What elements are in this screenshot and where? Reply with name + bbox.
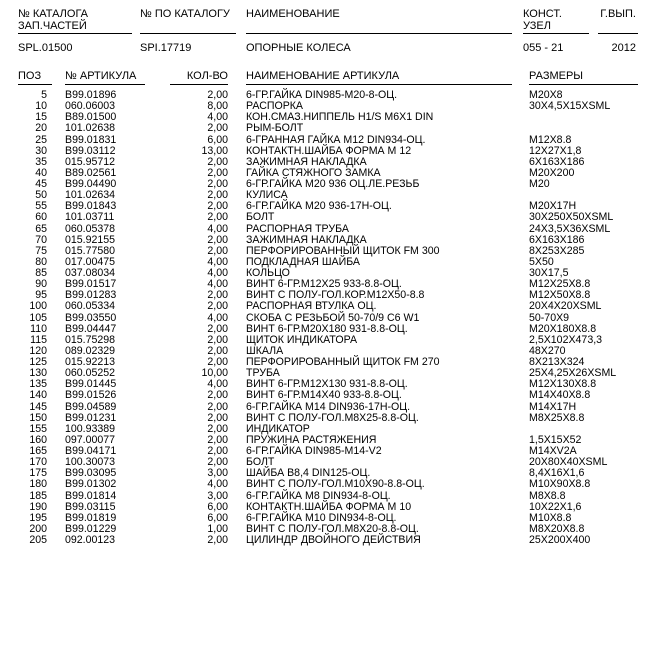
row-article-name: ВИНТ С ПОЛУ-ГОЛ.КОР.M12X50-8.8 (246, 289, 425, 302)
row-size: 30X4,5X15XSML (529, 100, 611, 113)
row-article-number: 015.92213 (65, 356, 116, 368)
row-size: M20 (529, 178, 550, 190)
row-quantity: 3,00 (207, 489, 228, 502)
row-quantity: 4,00 (207, 255, 228, 268)
row-position: 95 (35, 289, 47, 302)
assembly-name-value: ОПОРНЫЕ КОЛЕСА (246, 42, 351, 54)
row-quantity: 4,00 (207, 378, 228, 391)
row-article-name: РЫМ-БОЛТ (246, 122, 304, 135)
table-row (0, 402, 652, 413)
divider (523, 33, 589, 34)
row-article-name: ШАЙБА B8,4 DIN125-ОЦ. (246, 467, 371, 480)
row-position: 125 (29, 356, 47, 368)
row-size: 8X253X285 (529, 244, 585, 257)
row-article-name: РАСПОРНАЯ ВТУЛКА ОЦ. (246, 300, 377, 313)
row-article-name: ВИНТ 6-ГР.M20X180 931-8.8-ОЦ. (246, 322, 408, 335)
row-size: M12X8.8 (529, 133, 572, 146)
row-article-name: РАСПОРКА (246, 100, 303, 113)
row-size: M20X8 (529, 89, 563, 101)
row-article-number: 097.00077 (65, 433, 116, 446)
catalog-ref-value: SPI.17719 (140, 42, 192, 54)
row-article-name: 6-ГР.ГАЙКА M10 DIN934-8-ОЦ. (246, 511, 397, 524)
row-article-name: ВИНТ 6-ГР.M12X130 931-8.8-ОЦ. (246, 378, 408, 391)
row-position: 60 (35, 211, 47, 224)
row-quantity: 6,00 (207, 511, 228, 524)
row-quantity: 2,00 (207, 189, 228, 202)
table-row (0, 491, 652, 502)
row-article-name: ЗАЖИМНАЯ НАКЛАДКА (246, 155, 367, 168)
divider (529, 84, 638, 85)
col-header-pos: ПОЗ (18, 70, 42, 82)
row-quantity: 1,00 (207, 522, 228, 535)
row-position: 105 (29, 311, 47, 324)
row-position: 10 (35, 100, 47, 113)
row-quantity: 4,00 (207, 111, 228, 124)
row-position: 75 (35, 244, 47, 257)
row-position: 190 (29, 500, 47, 513)
row-quantity: 2,00 (207, 411, 228, 424)
row-position: 155 (29, 422, 47, 435)
row-size: M8X20X8.8 (529, 522, 585, 535)
row-article-name: ВИНТ С ПОЛУ-ГОЛ.M10X90-8.8-ОЦ. (246, 478, 425, 491)
row-article-number: B99.01283 (65, 289, 117, 302)
year-value: 2012 (611, 42, 636, 54)
row-size: 50-70X9 (529, 311, 570, 324)
row-position: 45 (35, 178, 47, 190)
divider (170, 84, 228, 85)
row-article-name: ЦИЛИНДР ДВОЙНОГО ДЕЙСТВИЯ (246, 534, 421, 546)
row-size: M10X90X8.8 (529, 478, 591, 491)
divider (246, 84, 512, 85)
row-size: M14X17H (529, 400, 577, 413)
row-article-name: 6-ГР.ГАЙКА M20 936-17H-ОЦ. (246, 200, 392, 213)
row-article-number: 015.75298 (65, 333, 116, 346)
row-article-number: 101.02634 (65, 189, 116, 202)
row-article-name: ВИНТ 6-ГР.M14X40 933-8.8-ОЦ. (246, 389, 402, 402)
divider (246, 33, 512, 34)
row-article-number: 100.30073 (65, 456, 116, 469)
row-size: M20X17H (529, 200, 577, 213)
table-row (0, 390, 652, 401)
divider (65, 84, 145, 85)
row-position: 40 (35, 166, 47, 179)
row-quantity: 2,00 (207, 344, 228, 357)
table-row (0, 313, 652, 324)
row-quantity: 10,00 (201, 367, 228, 380)
row-size: M12X130X8.8 (529, 378, 597, 391)
row-quantity: 4,00 (207, 222, 228, 235)
row-position: 205 (29, 534, 47, 546)
row-size: 6X163X186 (529, 155, 585, 168)
row-position: 135 (29, 378, 47, 391)
row-position: 160 (29, 433, 47, 446)
row-quantity: 13,00 (201, 144, 228, 157)
divider (18, 33, 132, 34)
row-position: 80 (35, 255, 47, 268)
row-article-number: B89.02561 (65, 166, 117, 179)
row-article-name: СКОБА С РЕЗЬБОЙ 50-70/9 С6 W1 (246, 311, 420, 324)
row-article-name: ПОДКЛАДНАЯ ШАЙБА (246, 255, 360, 268)
row-article-name: ПРУЖИНА РАСТЯЖЕНИЯ (246, 433, 377, 446)
row-size: M10X8.8 (529, 511, 572, 524)
row-quantity: 2,00 (207, 233, 228, 246)
table-row (0, 535, 652, 546)
row-quantity: 2,00 (207, 433, 228, 446)
row-position: 170 (29, 456, 47, 469)
name-label: НАИМЕНОВАНИЕ (246, 8, 340, 20)
row-position: 175 (29, 467, 47, 480)
row-position: 70 (35, 233, 47, 246)
row-quantity: 6,00 (207, 133, 228, 146)
row-position: 180 (29, 478, 47, 491)
row-quantity: 2,00 (207, 400, 228, 413)
row-article-name: ВИНТ 6-ГР.M12X25 933-8.8-ОЦ. (246, 278, 402, 291)
row-quantity: 2,00 (207, 178, 228, 190)
row-quantity: 2,00 (207, 456, 228, 469)
row-article-name: КОН.СМАЗ.НИППЕЛЬ H1/S M6X1 DIN (246, 111, 434, 124)
row-article-name: КОНТАКТН.ШАЙБА ФОРМА M 10 (246, 500, 412, 513)
row-position: 165 (29, 445, 47, 457)
row-position: 145 (29, 400, 47, 413)
row-size: 2,5X102X473,3 (529, 333, 603, 346)
row-article-name: 6-ГР.ГАЙКА DIN985-M14-V2 (246, 445, 382, 457)
row-article-number: B99.01819 (65, 511, 117, 524)
row-article-number: 089.02329 (65, 344, 116, 357)
table-row (0, 224, 652, 235)
row-position: 130 (29, 367, 47, 380)
row-quantity: 2,00 (207, 200, 228, 213)
row-position: 5 (41, 89, 47, 101)
row-size: 8,4X16X1,6 (529, 467, 585, 480)
row-article-name: ЗАЖИМНАЯ НАКЛАДКА (246, 233, 367, 246)
row-size: 8X213X324 (529, 356, 585, 368)
row-size: 25X4,25X26XSML (529, 367, 617, 380)
row-size: 6X163X186 (529, 233, 585, 246)
row-quantity: 8,00 (207, 100, 228, 113)
catalog-no-label: № КАТАЛОГА ЗАП.ЧАСТЕЙ (18, 8, 89, 32)
row-article-number: B99.04490 (65, 178, 117, 190)
row-article-name: БОЛТ (246, 211, 275, 224)
row-position: 90 (35, 278, 47, 291)
row-position: 185 (29, 489, 47, 502)
row-article-name: 6-ГР.ГАЙКА M20 936 ОЦ.ЛЕ.РЕЗЬБ (246, 178, 420, 190)
row-quantity: 4,00 (207, 478, 228, 491)
row-size: 20X4X20XSML (529, 300, 602, 313)
row-size: M14XV2A (529, 445, 577, 457)
catalog-ref-label: № ПО КАТАЛОГУ (140, 8, 230, 20)
assembly-value: 055 - 21 (523, 42, 564, 54)
row-position: 100 (29, 300, 47, 313)
row-size: 20X80X40XSML (529, 456, 608, 469)
row-quantity: 2,00 (207, 333, 228, 346)
row-article-name: ПЕРФОРИРОВАННЫЙ ЩИТОК FM 270 (246, 356, 440, 368)
row-quantity: 2,00 (207, 244, 228, 257)
row-size: 30X17,5 (529, 267, 569, 279)
row-quantity: 2,00 (207, 289, 228, 302)
row-quantity: 2,00 (207, 422, 228, 435)
row-article-number: B99.01231 (65, 411, 117, 424)
row-article-number: B99.01517 (65, 278, 117, 291)
row-article-number: B99.01814 (65, 489, 117, 502)
row-article-name: 6-ГР.ГАЙКА DIN985-M20-8-ОЦ. (246, 89, 398, 101)
row-position: 25 (35, 133, 47, 146)
row-article-number: 101.03711 (65, 211, 115, 224)
parts-table (0, 90, 652, 546)
assembly-label: КОНСТ. УЗЕЛ (523, 8, 562, 32)
col-header-size: РАЗМЕРЫ (529, 70, 584, 82)
row-size: 24X3,5X36XSML (529, 222, 611, 235)
row-article-name: КОЛЬЦО (246, 267, 290, 279)
row-size: M8X25X8.8 (529, 411, 585, 424)
row-article-name: ИНДИКАТОР (246, 422, 310, 435)
row-article-name: ВИНТ С ПОЛУ-ГОЛ.M8X20-8.8-ОЦ. (246, 522, 419, 535)
row-position: 50 (35, 189, 47, 202)
row-size: M12X50X8.8 (529, 289, 591, 302)
row-article-number: B99.01843 (65, 200, 117, 213)
divider (140, 33, 236, 34)
row-article-number: 015.77580 (65, 244, 116, 257)
row-article-number: 100.93389 (65, 422, 116, 435)
row-article-number: B99.03115 (65, 500, 116, 513)
table-row (0, 212, 652, 223)
row-quantity: 3,00 (207, 467, 228, 480)
row-quantity: 2,00 (207, 534, 228, 546)
row-article-number: 101.02638 (65, 122, 116, 135)
row-position: 150 (29, 411, 47, 424)
row-size: 10X22X1,6 (529, 500, 582, 513)
row-article-number: B89.01500 (65, 111, 117, 124)
row-size: M20X180X8.8 (529, 322, 597, 335)
row-article-number: 060.05252 (65, 367, 116, 380)
row-quantity: 6,00 (207, 500, 228, 513)
row-quantity: 4,00 (207, 267, 228, 279)
table-row (0, 135, 652, 146)
row-position: 35 (35, 155, 47, 168)
year-label: Г.ВЫП. (600, 8, 636, 20)
row-position: 20 (35, 122, 47, 135)
row-quantity: 2,00 (207, 300, 228, 313)
col-header-qty: КОЛ-ВО (186, 70, 228, 82)
table-row (0, 123, 652, 134)
divider (18, 84, 52, 85)
row-article-name: ШКАЛА (246, 344, 284, 357)
row-size: 5X50 (529, 255, 554, 268)
row-size: M8X8.8 (529, 489, 566, 502)
row-article-number: B99.01831 (65, 133, 117, 146)
col-header-name: НАИМЕНОВАНИЕ АРТИКУЛА (246, 70, 400, 82)
row-position: 55 (35, 200, 47, 213)
row-article-number: B99.03095 (65, 467, 117, 480)
row-article-number: B99.04171 (65, 445, 117, 457)
row-position: 120 (29, 344, 47, 357)
col-header-article: № АРТИКУЛА (65, 70, 137, 82)
divider (598, 33, 638, 34)
row-quantity: 2,00 (207, 155, 228, 168)
row-quantity: 2,00 (207, 89, 228, 101)
row-size: M12X25X8.8 (529, 278, 591, 291)
row-article-number: 060.06003 (65, 100, 116, 113)
row-position: 200 (29, 522, 47, 535)
table-row (0, 301, 652, 312)
row-article-number: B99.01445 (65, 378, 117, 391)
row-size: M20X200 (529, 166, 575, 179)
row-article-name: РАСПОРНАЯ ТРУБА (246, 222, 349, 235)
row-article-number: B99.01229 (65, 522, 117, 535)
row-quantity: 4,00 (207, 311, 228, 324)
row-size: 1,5X15X52 (529, 433, 582, 446)
row-quantity: 2,00 (207, 122, 228, 135)
row-article-number: B99.01896 (65, 89, 117, 101)
row-article-name: ВИНТ С ПОЛУ-ГОЛ.M8X25-8.8-ОЦ. (246, 411, 419, 424)
row-size: M14X40X8.8 (529, 389, 591, 402)
row-article-name: 6-ГРАННАЯ ГАЙКА M12 DIN934-ОЦ. (246, 133, 426, 146)
row-article-number: B99.03550 (65, 311, 117, 324)
row-position: 30 (35, 144, 47, 157)
row-article-number: B99.01302 (65, 478, 117, 491)
row-article-number: B99.04589 (65, 400, 117, 413)
row-position: 15 (35, 111, 47, 124)
row-article-name: 6-ГР.ГАЙКА M8 DIN934-8-ОЦ. (246, 489, 391, 502)
row-quantity: 2,00 (207, 356, 228, 368)
row-quantity: 2,00 (207, 322, 228, 335)
row-article-number: B99.04447 (65, 322, 117, 335)
row-article-number: 017.00475 (65, 255, 116, 268)
catalog-no-value: SPL.01500 (18, 42, 73, 54)
row-article-name: БОЛТ (246, 456, 275, 469)
row-article-number: 037.08034 (65, 267, 116, 279)
row-position: 85 (35, 267, 47, 279)
row-quantity: 2,00 (207, 166, 228, 179)
row-quantity: 2,00 (207, 211, 228, 224)
row-article-name: ТРУБА (246, 367, 280, 380)
row-position: 140 (29, 389, 47, 402)
row-position: 195 (29, 511, 47, 524)
row-article-number: 060.05378 (65, 222, 116, 235)
row-quantity: 2,00 (207, 445, 228, 457)
row-quantity: 4,00 (207, 278, 228, 291)
row-article-number: 015.95712 (65, 155, 116, 168)
row-position: 115 (30, 333, 47, 346)
row-article-name: КУЛИСА (246, 189, 288, 202)
row-article-number: 092.00123 (65, 534, 116, 546)
row-article-name: КОНТАКТН.ШАЙБА ФОРМА M 12 (246, 144, 412, 157)
row-size: 48X270 (529, 344, 566, 357)
row-article-name: 6-ГР.ГАЙКА M14 DIN936-17H-ОЦ. (246, 400, 411, 413)
row-article-name: ПЕРФОРИРОВАННЫЙ ЩИТОК FM 300 (246, 244, 440, 257)
row-article-name: ЩИТОК ИНДИКАТОРА (246, 333, 358, 346)
row-size: 12X27X1,8 (529, 144, 582, 157)
row-article-number: B99.01526 (65, 389, 117, 402)
table-row (0, 479, 652, 490)
row-article-number: 015.92155 (65, 233, 116, 246)
row-article-name: ГАЙКА СТЯЖНОГО ЗАМКА (246, 166, 381, 179)
row-quantity: 2,00 (207, 389, 228, 402)
row-article-number: 060.05334 (65, 300, 116, 313)
row-article-number: B99.03112 (65, 144, 116, 157)
row-size: 25X200X400 (529, 534, 591, 546)
row-position: 110 (30, 322, 47, 335)
row-position: 65 (35, 222, 47, 235)
row-size: 30X250X50XSML (529, 211, 614, 224)
